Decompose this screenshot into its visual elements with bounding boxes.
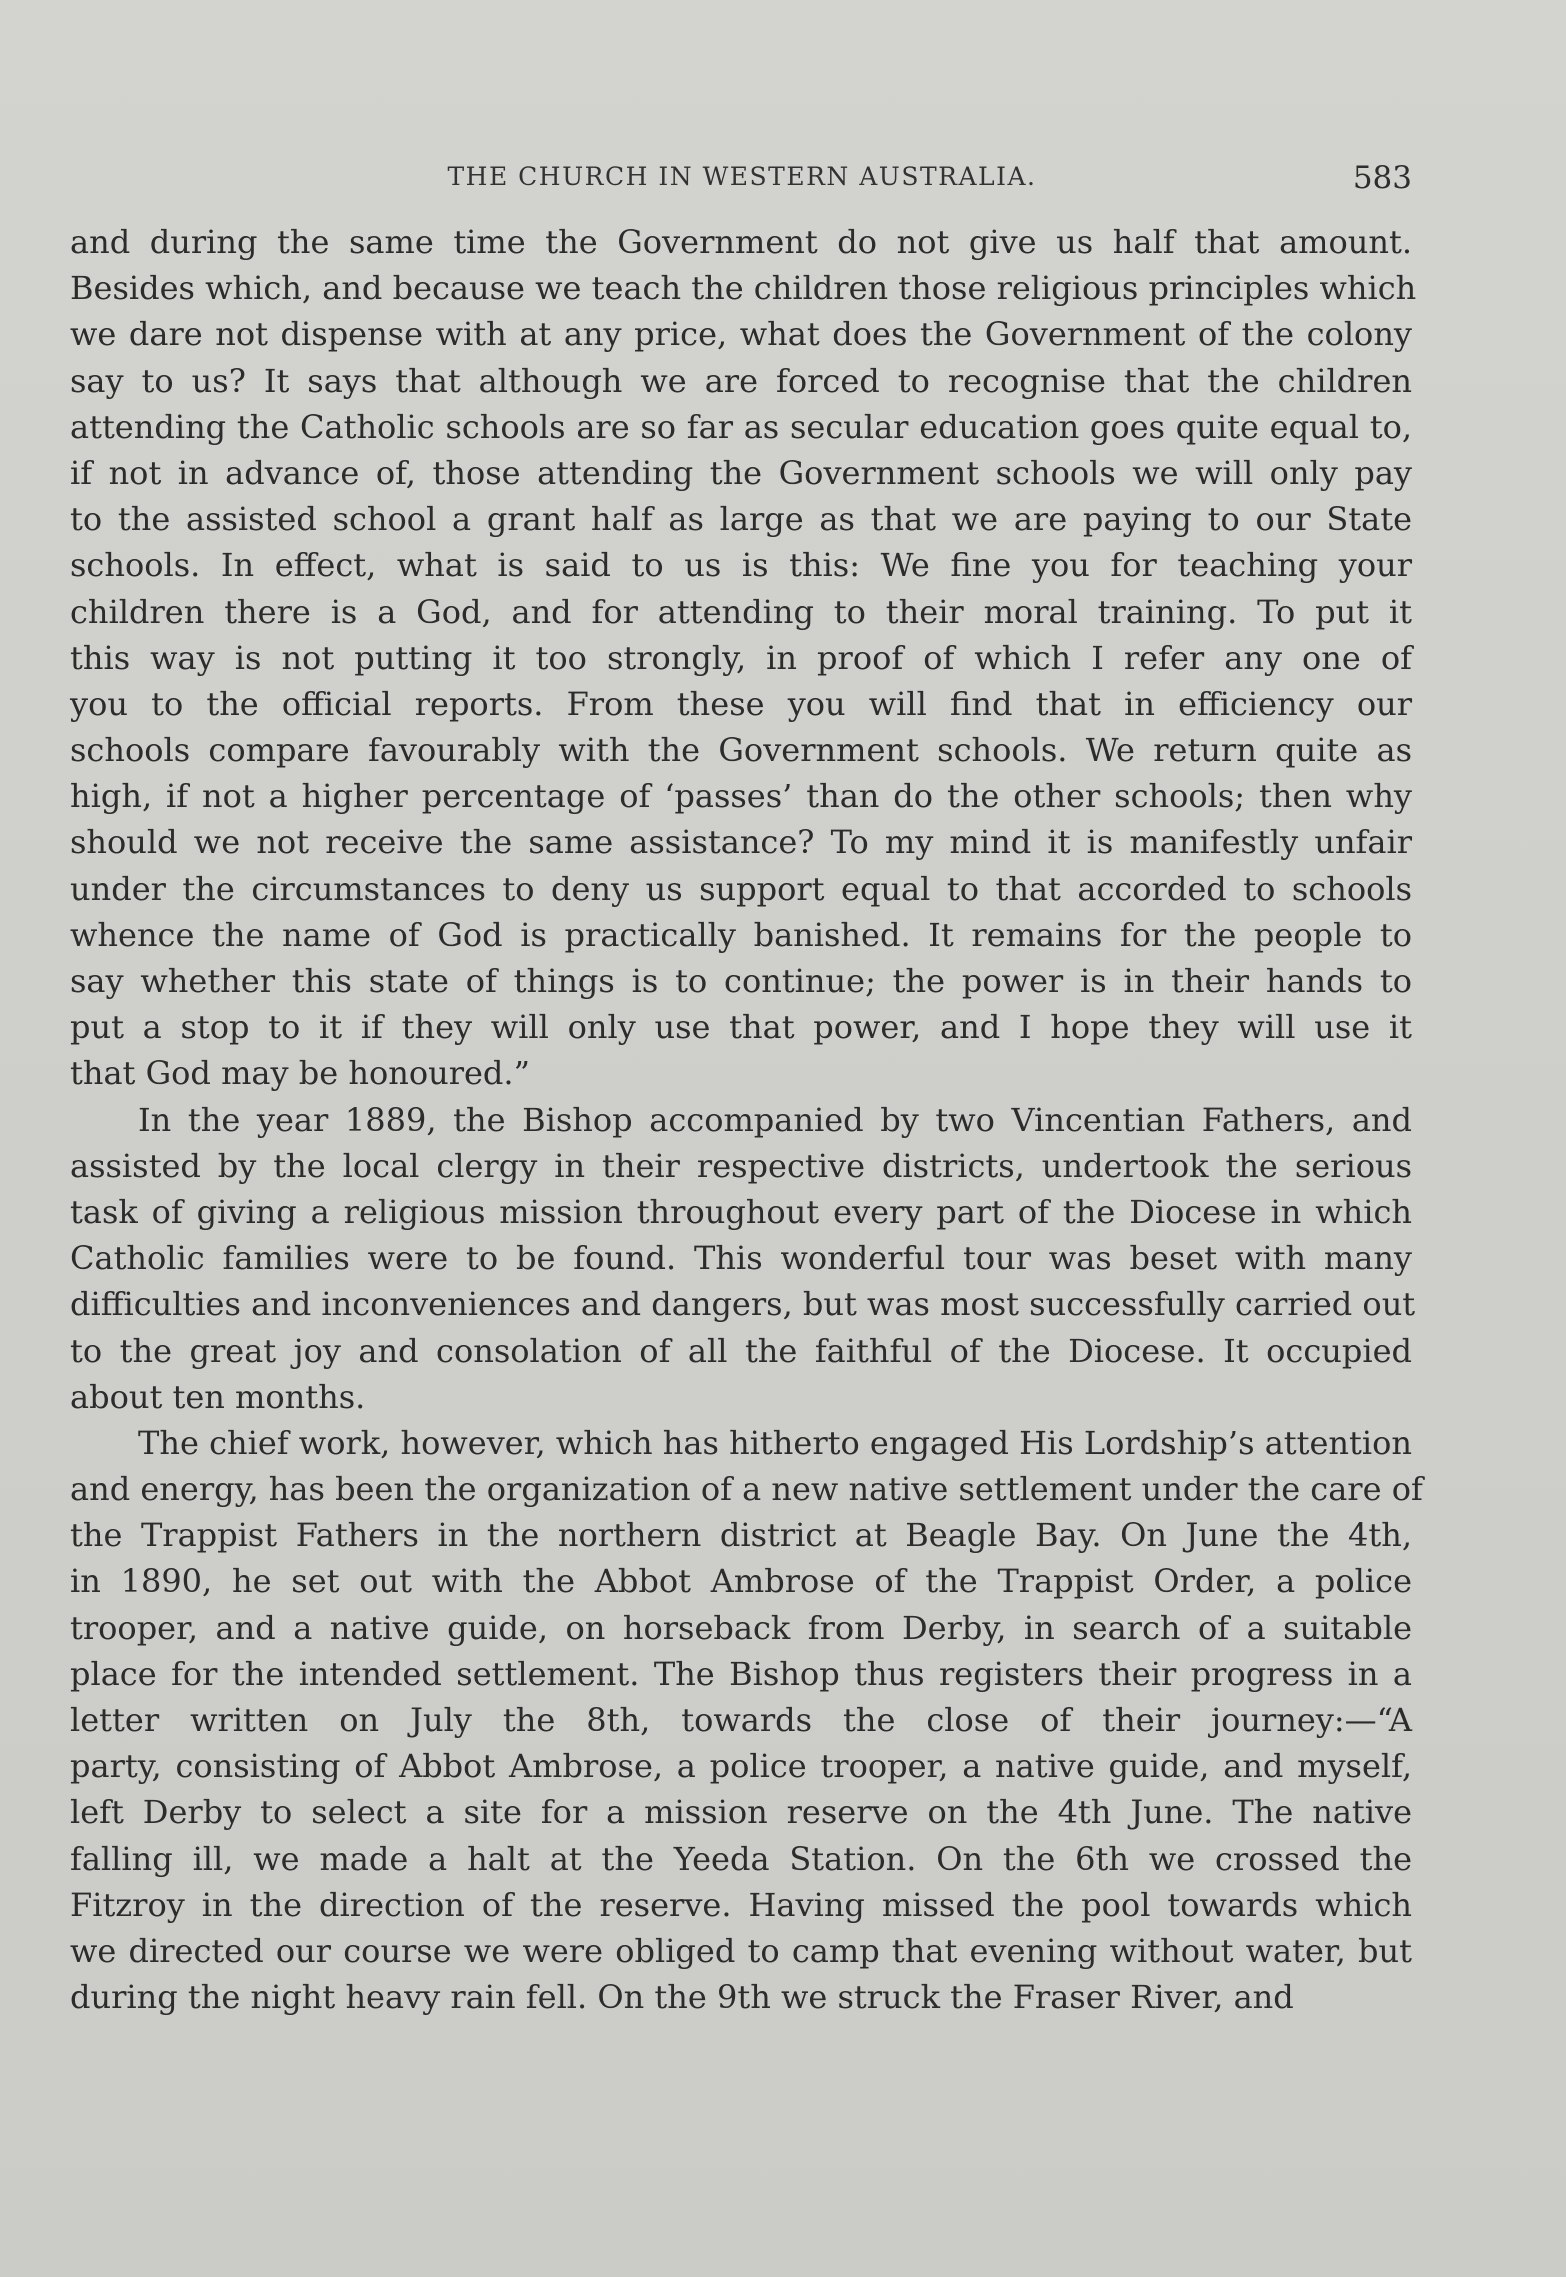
paragraph — [70, 219, 1417, 1097]
text-line: about ten months. — [70, 1377, 366, 1416]
text-line: should we not receive the same assistance? To my mind it is manifestly unfair — [70, 823, 1412, 862]
text-line: children there is a God, and for attending to their moral training. To put it — [70, 592, 1412, 631]
text-line: say whether this state of things is to continue; the power is in their hands to — [70, 962, 1412, 1000]
page-number: 583 — [1352, 160, 1412, 196]
text-line: you to the official reports. From these you will find that in efficiency our — [70, 684, 1412, 723]
text-line: put a stop to it if they will only use that power, and I hope they will use it — [70, 1008, 1412, 1047]
body-text — [70, 219, 1423, 2020]
text-line: schools. In effect, what is said to us is this: We fine you for teaching your — [70, 546, 1412, 585]
text-line: we dare not dispense with at any price, what does the Government of the colony — [70, 315, 1412, 354]
text-line: and energy, has been the organization of a new native settlement under the care of — [70, 1470, 1423, 1509]
text-line: this way is not putting it too strongly, in proof of which I refer any one of — [70, 638, 1412, 677]
text-line: if not in advance of, those attending the Government schools we will only pay — [70, 453, 1412, 492]
text-line: high, if not a higher percentage of ‘passes’ than do the other schools; then why — [70, 777, 1412, 816]
text-line: left Derby to select a site for a mission reserve on the 4th June. The native — [70, 1793, 1412, 1832]
text-line: schools compare favourably with the Government schools. We return quite as — [70, 731, 1412, 770]
text-line: In the year 1889, the Bishop accompanied by two Vincentian Fathers, and — [138, 1100, 1412, 1139]
paragraph — [70, 1420, 1423, 2020]
text-line: whence the name of God is practically banished. It remains for the people to — [70, 915, 1412, 954]
text-line: trooper, and a native guide, on horseback from Derby, in search of a suitable — [70, 1608, 1412, 1647]
text-line: letter written on July the 8th, towards the close of their journey:—“A — [70, 1701, 1412, 1739]
running-title: THE CHURCH IN WESTERN AUSTRALIA. — [447, 162, 1037, 191]
text-line: to the great joy and consolation of all the faithful of the Diocese. It occupied — [70, 1331, 1412, 1370]
text-line: falling ill, we made a halt at the Yeeda Station. On the 6th we crossed the — [70, 1839, 1412, 1878]
text-line: Fitzroy in the direction of the reserve. Having missed the pool towards which — [70, 1885, 1412, 1924]
text-line: we directed our course we were obliged to camp that evening without water, but — [70, 1931, 1412, 1970]
text-line: The chief work, however, which has hitherto engaged His Lordship’s attention — [138, 1423, 1412, 1462]
text-line: during the night heavy rain fell. On the 9th we struck the Fraser River, and — [70, 1978, 1294, 2017]
text-line: attending the Catholic schools are so far as secular education goes quite equal to, — [70, 407, 1412, 446]
text-line: party, consisting of Abbot Ambrose, a police trooper, a native guide, and myself, — [70, 1747, 1412, 1786]
text-line: Besides which, and because we teach the children those religious principles which — [70, 269, 1417, 308]
text-line: the Trappist Fathers in the northern district at Beagle Bay. On June the 4th, — [70, 1516, 1412, 1555]
text-line: under the circumstances to deny us support equal to that accorded to schools — [70, 869, 1412, 908]
page-header — [72, 160, 1412, 200]
text-line: task of giving a religious mission throughout every part of the Diocese in which — [70, 1192, 1412, 1231]
paragraph — [70, 1097, 1416, 1420]
text-line: in 1890, he set out with the Abbot Ambrose of the Trappist Order, a police — [70, 1562, 1412, 1601]
text-line: say to us? It says that although we are forced to recognise that the children — [70, 361, 1412, 400]
text-line: Catholic families were to be found. This wonderful tour was beset with many — [70, 1239, 1412, 1278]
text-line: that God may be honoured.” — [70, 1054, 530, 1093]
text-line: difficulties and inconveniences and dangers, but was most successfully carried out — [70, 1285, 1416, 1324]
text-line: place for the intended settlement. The Bishop thus registers their progress in a — [70, 1654, 1412, 1693]
text-line: and during the same time the Government do not give us half that amount. — [70, 223, 1412, 261]
text-line: assisted by the local clergy in their respective districts, undertook the serious — [70, 1146, 1412, 1185]
text-line: to the assisted school a grant half as large as that we are paying to our State — [70, 500, 1412, 539]
